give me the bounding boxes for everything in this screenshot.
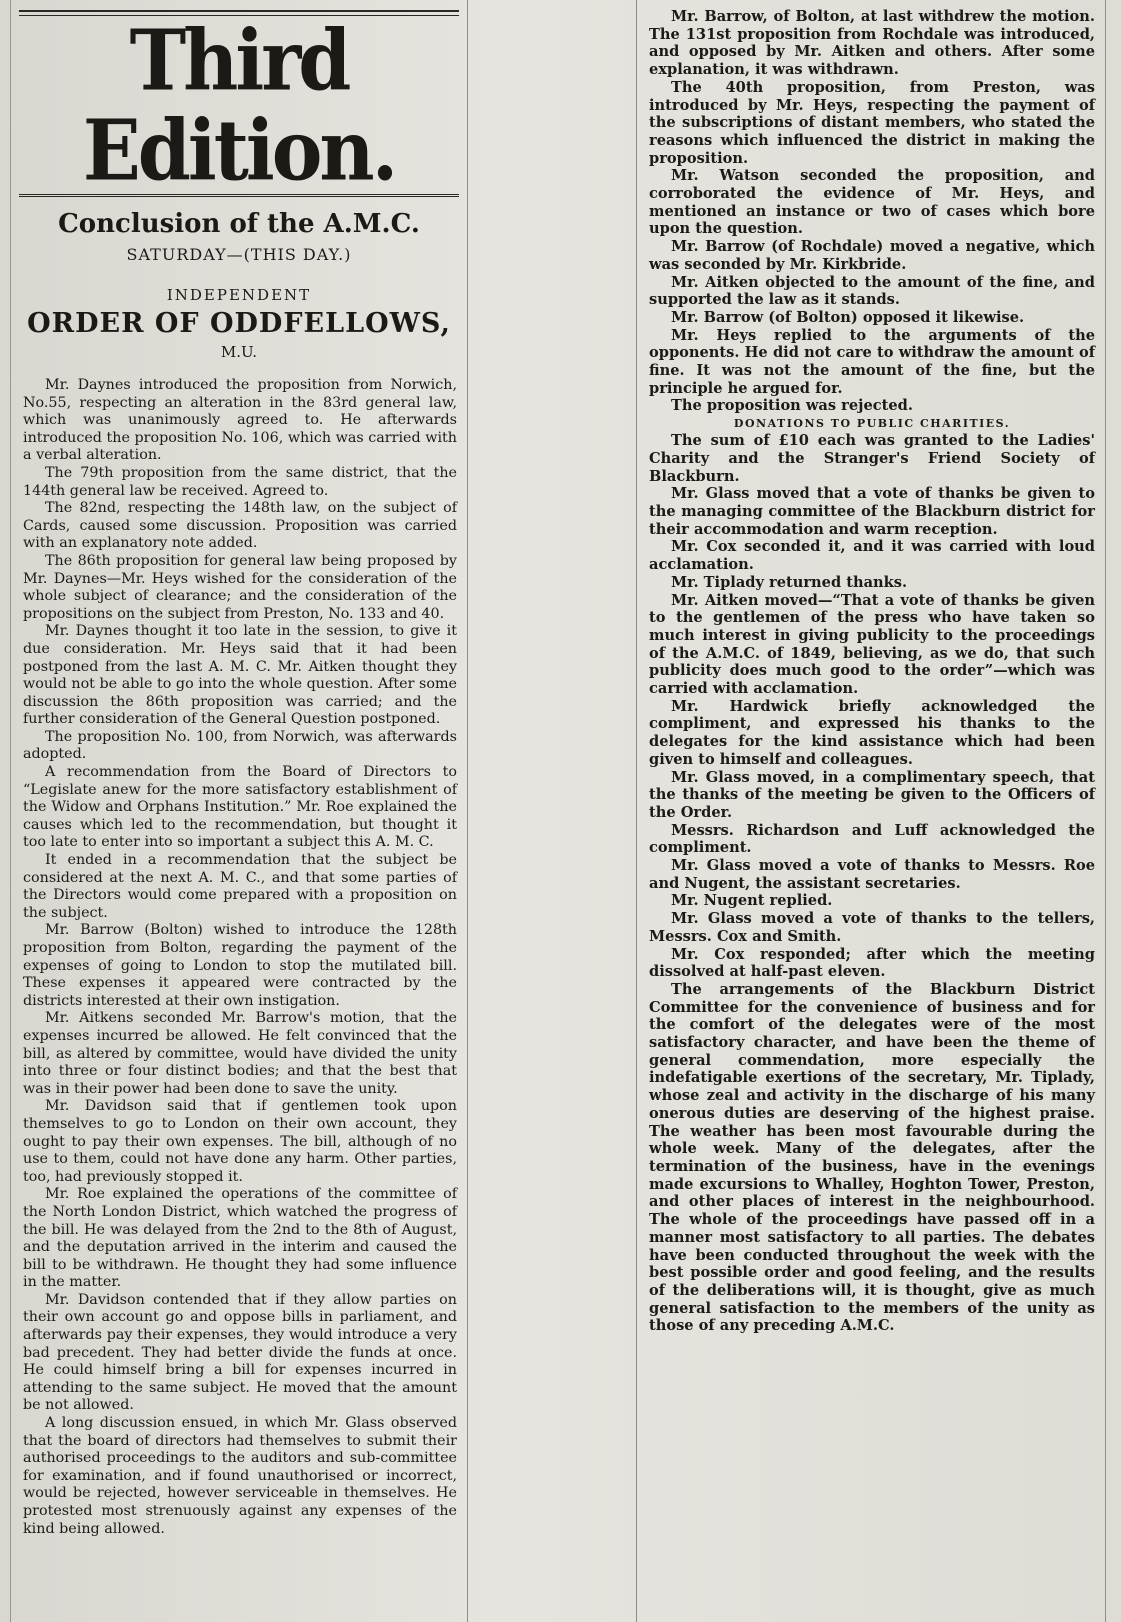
paragraph: Mr. Glass moved a vote of thanks to Messrs. Roe and Nugent, the assistant secretaries. [649,857,1095,892]
right-column [636,0,1106,1622]
paragraph: Mr. Nugent replied. [671,892,833,910]
paragraph: Mr. Barrow (of Rochdale) moved a negative, which was seconded by Mr. Kirkbride. [649,238,1095,273]
paragraph: Mr. Watson seconded the proposition, and corroborated the evidence of Mr. Heys, and mentioned an instance or two of cases which bore upon the question. [649,167,1095,238]
paragraph: Mr. Davidson said that if gentlemen took upon themselves to go to London on their own account, they ought to pay their own expenses. The bill, although of no use to them, could not have done any harm. Other parties, too, had previously stopped it. [23,1098,457,1185]
paragraph: The proposition No. 100, from Norwich, was afterwards adopted. [23,728,457,763]
paragraph: It ended in a recommendation that the subject be considered at the next A. M. C., and that some parties of the Directors would come prepared with a proposition on the subject. [23,852,457,921]
paragraph: Mr. Cox responded; after which the meeting dissolved at half-past eleven. [649,945,1095,981]
paragraph: A recommendation from the Board of Directors to “Legislate anew for the more satisfactory establishment of the Widow and Orphans Institution.” Mr. Roe explained the causes which led to the recommendation, but thought it too late to enter into so important a subject this A. M. C. [23,764,457,851]
paragraph: The 86th proposition for general law being proposed by Mr. Daynes—Mr. Heys wished for the consideration of the whole subject of clearance; and the consideration of the propositions on the subject from Preston, No. 133 and 40. [23,552,457,622]
paragraph: Mr. Hardwick briefly acknowledged the compliment, and expressed his thanks to the delegates for the kind assistance which had been given to himself and colleagues. [649,697,1095,768]
paragraph: The proposition was rejected. [671,397,913,415]
paragraph: Mr. Roe explained the operations of the committee of the North London District, which watched the progress of the bill. He was delayed from the 2nd to the 8th of August, and the deputation arrived in the interim and caused the bill to be withdrawn. He thought they had some influence in the matter. [23,1186,457,1291]
paragraph: The 82nd, respecting the 148th law, on the subject of Cards, caused some discussion. Proposition was carried with an explanatory note added. [23,500,457,552]
title-tag: M.U. [220,343,258,361]
paragraph: The arrangements of the Blackburn District Committee for the convenience of business and for the comfort of the delegates were of the most satisfactory character, and have been the theme of general commendation, more especially the indefatigable exertions of the secretary, Mr. Tiplady, whose zeal and activity in the discharge of his many onerous duties are deserving of the highest praise. The weather has been most favourable during the whole week. Many of the delegates, after the termination of the business, have in the evenings made excursions to Whalley, Hoghton Tower, Preston, and other places of interest in the neighbourhood. The whole of the proceedings have passed off in a manner most satisfactory to all parties. The debates have been conducted throughout the week with the best possible order and good feeling, and the results of the deliberations will, it is thought, give as much general satisfaction to the members of the unity as those of any preceding A.M.C. [649,980,1095,1335]
section-heading: DONATIONS TO PUBLIC CHARITIES. [733,417,1011,431]
paragraph: Mr. Tiplady returned thanks. [671,573,908,591]
paragraph: Mr. Aitken moved—“That a vote of thanks be given to the gentlemen of the press who have taken so much interest in giving publicity to the proceedings of the A.M.C. of 1849, believing, as we do, that such publicity does much good to the order”—which was carried with acclamation. [649,591,1095,698]
paragraph: A long discussion ensued, in which Mr. Glass observed that the board of directors had themselves to submit their authorised proceedings to the auditors and sub-committee for examination, and if found unauthorised or incorrect, would be rejected, however serviceable in themselves. He protested most strenuously against any expenses of the kind being allowed. [23,1415,457,1537]
paragraph: The 79th proposition from the same district, that the 144th general law be received. Agreed to. [23,464,457,499]
right-article-body [637,0,1105,1335]
paragraph: Mr. Aitkens seconded Mr. Barrow's motion, that the expenses incurred be allowed. He felt convinced that the bill, as altered by committee, would have divided the unity into three or four distinct bodies; and that the best that was in their power had been done to save the unity. [23,1010,457,1097]
paragraph: Mr. Aitken objected to the amount of the fine, and supported the law as it stands. [649,273,1095,309]
paragraph: Mr. Glass moved that a vote of thanks be given to the managing committee of the Blackburn district for their accommodation and warm reception. [649,485,1095,538]
subhead: SATURDAY—(THIS DAY.) [126,245,352,264]
paragraph: Mr. Glass moved, in a complimentary speech, that the thanks of the meeting be given to the Officers of the Order. [649,768,1095,821]
paragraph: Mr. Daynes introduced the proposition from Norwich, No.55, respecting an alteration in the 83rd general law, which was unanimously agreed to. He afterwards introduced the proposition No. 106, which was carried with a verbal alteration. [23,377,457,464]
kicker: INDEPENDENT [166,286,312,304]
paragraph: Mr. Glass moved a vote of thanks to the tellers, Messrs. Cox and Smith. [649,910,1095,945]
paragraph: Mr. Barrow, of Bolton, at last withdrew the motion. The 131st proposition from Rochdale was introduced, and opposed by Mr. Aitken and others. After some explanation, it was withdrawn. [649,8,1095,79]
article-title: ORDER OF ODDFELLOWS, [27,308,451,339]
paragraph: The sum of £10 each was granted to the Ladies' Charity and the Stranger's Friend Society of Blackburn. [649,432,1095,485]
paragraph: Mr. Daynes thought it too late in the session, to give it due consideration. Mr. Heys said that it had been postponed from the last A. M. C. Mr. Aitken thought they would not be able to go into the whole question. After some discussion the 86th proposition was carried; and the further consideration of the General Question postponed. [23,623,457,728]
masthead: Third Edition. [82,11,396,200]
left-article-body [11,377,467,1538]
left-column [10,0,468,1622]
paragraph: Mr. Heys replied to the arguments of the opponents. He did not care to withdraw the amount of fine. It was not the amount of the fine, but the principle he argued for. [649,326,1095,397]
paragraph: Mr. Barrow (Bolton) wished to introduce the 128th proposition from Bolton, regarding the payment of the expenses of going to London to stop the mutilated bill. These expenses it appeared were contracted by the districts interested at their own instigation. [23,922,457,1009]
headline: Conclusion of the A.M.C. [58,209,420,239]
paragraph: Messrs. Richardson and Luff acknowledged the compliment. [649,821,1095,857]
paragraph: Mr. Davidson contended that if they allow parties on their own account go and oppose bills in parliament, and afterwards pay their expenses, they would introduce a very bad precedent. They had better divide the funds at once. He could himself bring a bill for expenses incurred in attending to the same subject. He moved that the amount be not allowed. [23,1291,457,1414]
paragraph: Mr. Barrow (of Bolton) opposed it likewise. [671,308,1025,326]
paragraph: The 40th proposition, from Preston, was introduced by Mr. Heys, respecting the payment of the subscriptions of distant members, who stated the reasons which influenced the district in making the proposition. [649,78,1095,167]
paragraph: Mr. Cox seconded it, and it was carried with loud acclamation. [649,538,1095,574]
